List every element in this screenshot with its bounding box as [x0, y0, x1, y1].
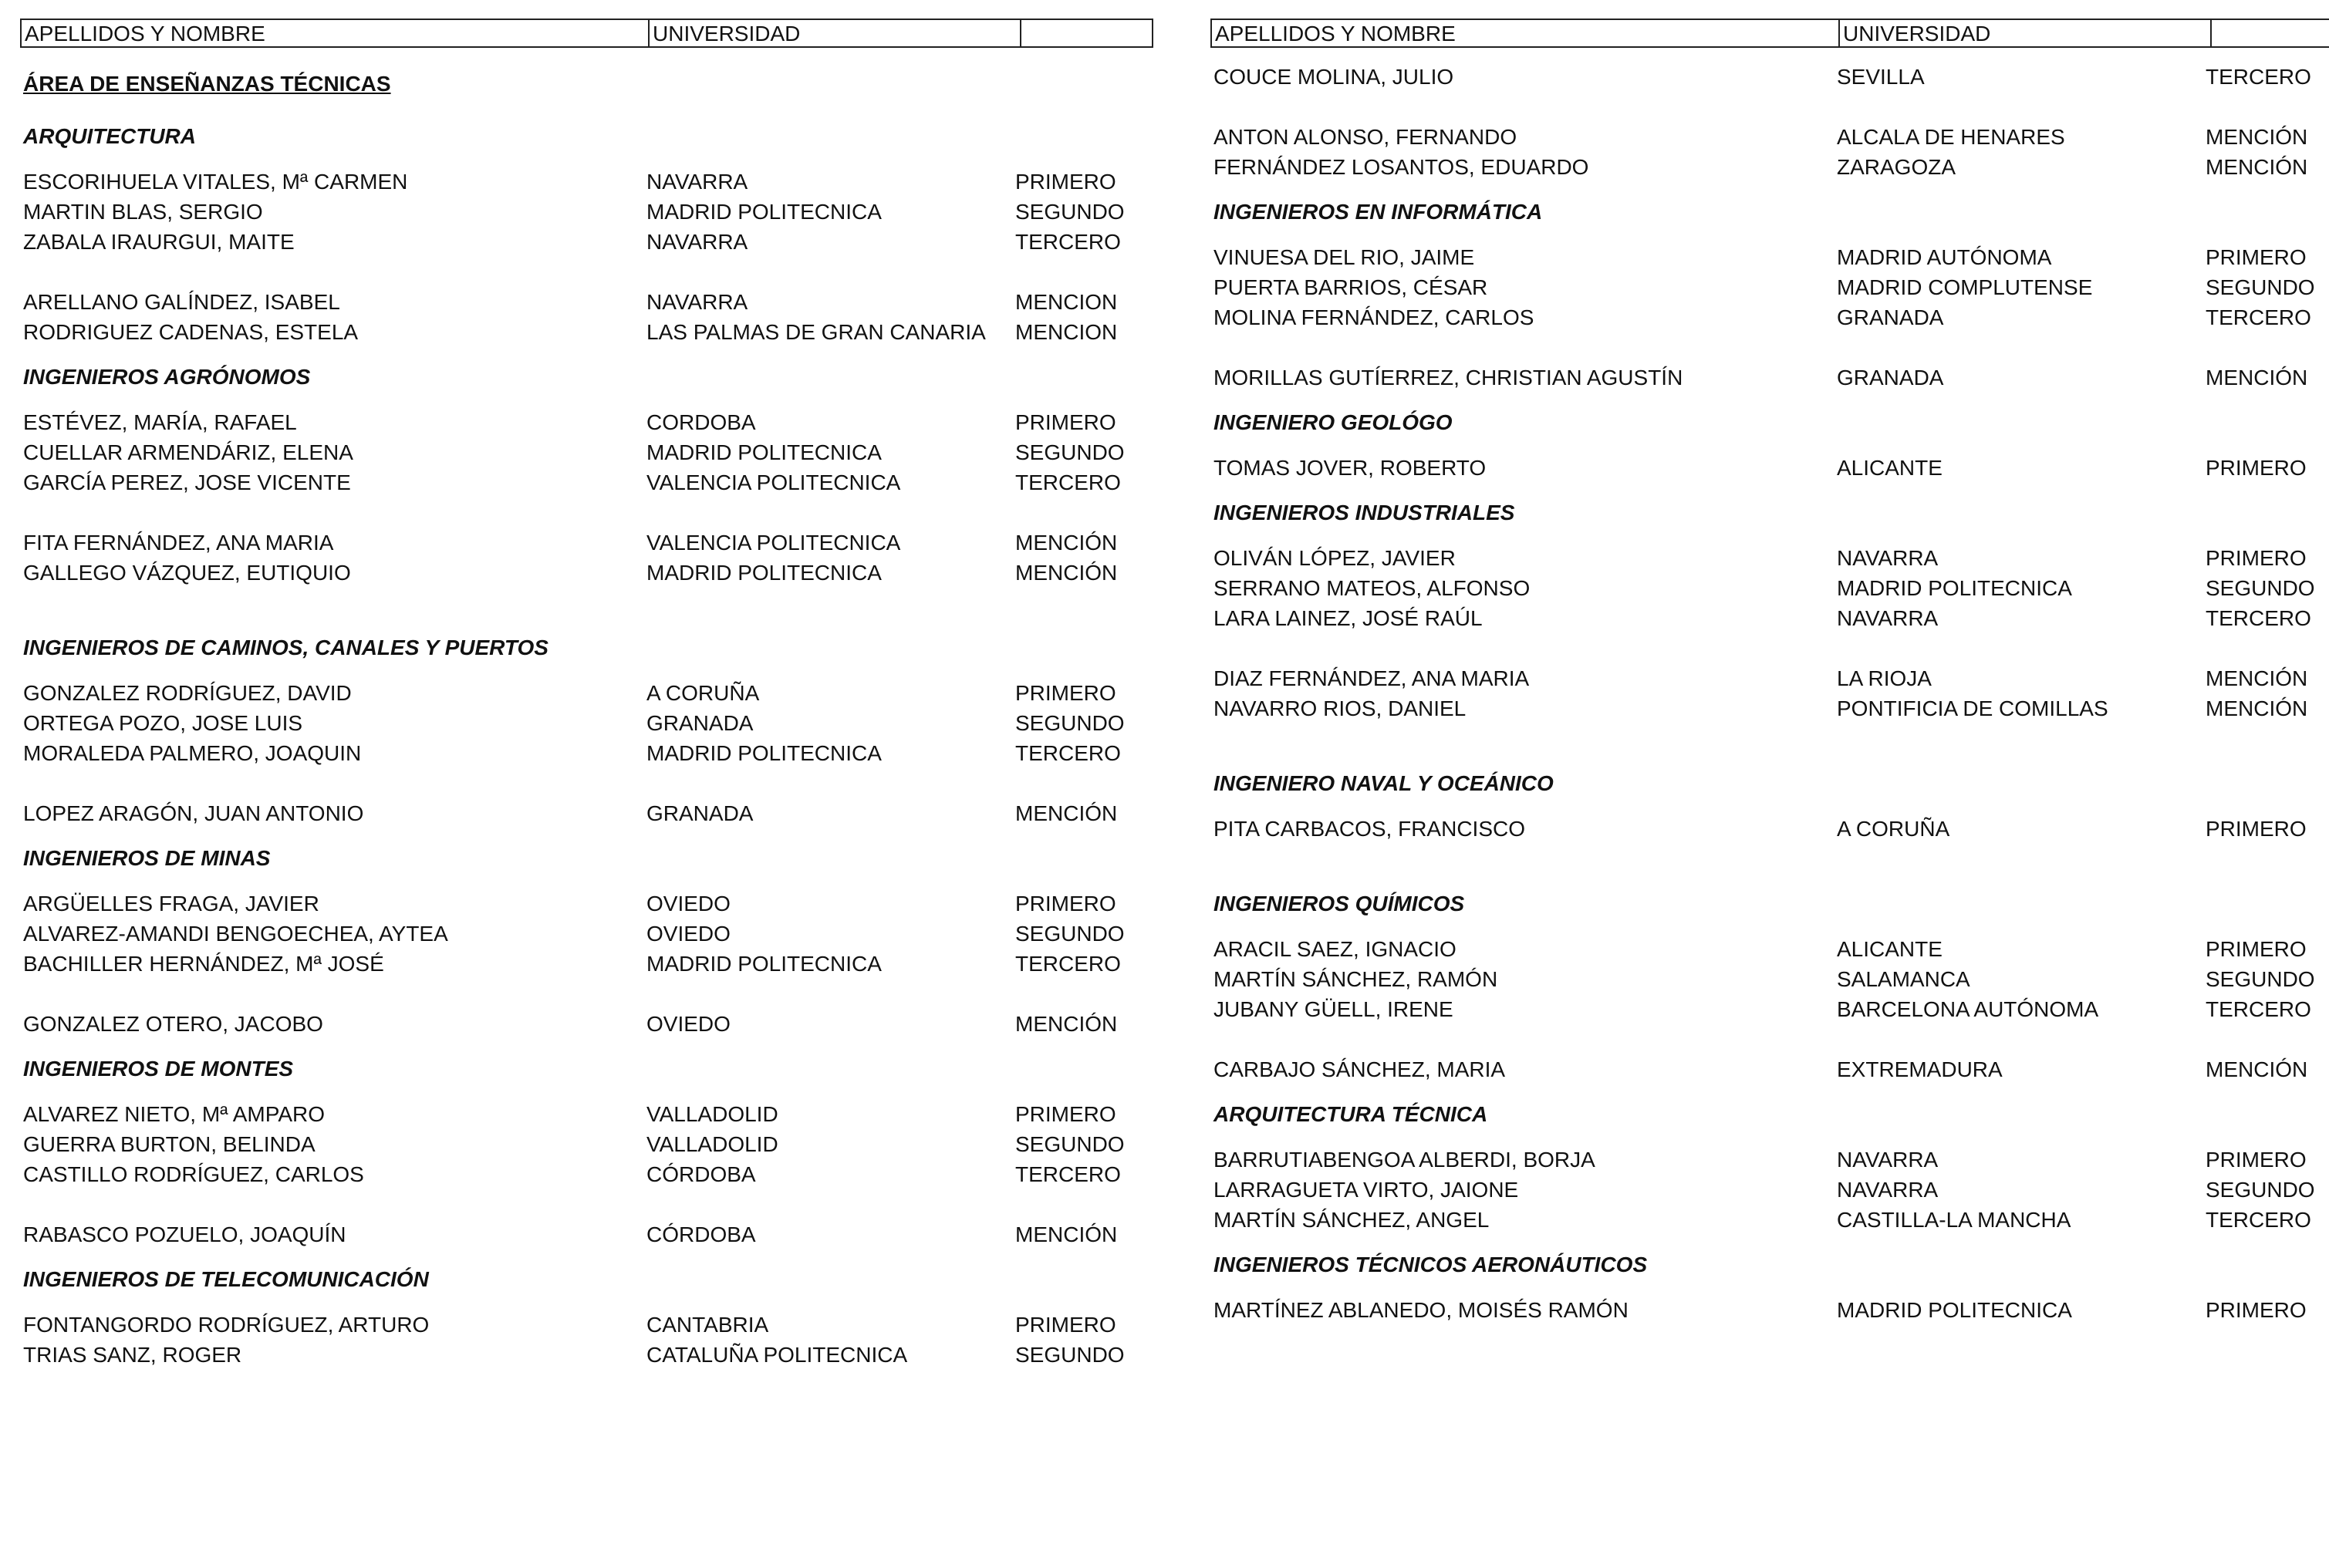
rank: TERCERO	[2206, 606, 2311, 630]
table-row	[20, 1340, 1153, 1370]
section-title: ARQUITECTURA	[23, 124, 196, 148]
student-name: LARA LAINEZ, JOSÉ RAÚL	[1213, 606, 1483, 630]
table-row	[1210, 272, 2329, 302]
university: ZARAGOZA	[1837, 155, 1956, 179]
university: VALLADOLID	[646, 1102, 778, 1126]
university: MADRID POLITECNICA	[646, 200, 882, 224]
student-name: MOLINA FERNÁNDEZ, CARLOS	[1213, 305, 1534, 329]
university: CANTABRIA	[646, 1313, 769, 1337]
rank: TERCERO	[1015, 230, 1121, 254]
university: BARCELONA AUTÓNOMA	[1837, 997, 2099, 1021]
rank: TERCERO	[2206, 65, 2311, 89]
rank: TERCERO	[2206, 305, 2311, 329]
spacer	[1210, 723, 2329, 754]
university: VALLADOLID	[646, 1132, 778, 1156]
table-row	[1210, 663, 2329, 693]
university: EXTREMADURA	[1837, 1057, 2003, 1081]
university: NAVARRA	[1837, 546, 1939, 570]
university: SALAMANCA	[1837, 967, 1970, 991]
table-row	[1210, 573, 2329, 603]
rank: PRIMERO	[1015, 1313, 1116, 1337]
spacer	[20, 497, 1153, 528]
spacer	[1210, 633, 2329, 663]
spacer	[20, 768, 1153, 798]
student-name: TRIAS SANZ, ROGER	[23, 1343, 242, 1367]
student-name: PUERTA BARRIOS, CÉSAR	[1213, 275, 1488, 299]
table-row	[20, 437, 1153, 467]
rank: MENCIÓN	[1015, 801, 1118, 825]
rank: TERCERO	[2206, 997, 2311, 1021]
section-title: INGENIEROS TÉCNICOS AERONÁUTICOS	[1213, 1253, 1648, 1276]
student-name: VINUESA DEL RIO, JAIME	[1213, 245, 1475, 269]
section-title: INGENIEROS QUÍMICOS	[1213, 892, 1465, 916]
university: MADRID POLITECNICA	[646, 561, 882, 585]
left-page	[15, 0, 1153, 1568]
rank: SEGUNDO	[1015, 711, 1125, 735]
rank: TERCERO	[1015, 470, 1121, 494]
table-row	[1210, 1145, 2329, 1175]
university: OVIEDO	[646, 922, 731, 946]
rank: SEGUNDO	[1015, 1132, 1125, 1156]
section-title: INGENIEROS DE CAMINOS, CANALES Y PUERTOS	[23, 636, 548, 659]
rank: SEGUNDO	[2206, 576, 2315, 600]
student-name: JUBANY GÜELL, IRENE	[1213, 997, 1453, 1021]
university: LAS PALMAS DE GRAN CANARIA	[646, 320, 986, 344]
university: GRANADA	[646, 801, 754, 825]
rank: MENCIÓN	[2206, 1057, 2308, 1081]
header-name: APELLIDOS Y NOMBRE	[1212, 20, 1840, 46]
student-name: BARRUTIABENGOA ALBERDI, BORJA	[1213, 1148, 1595, 1172]
table-header	[1210, 19, 2329, 48]
rank: MENCION	[1015, 290, 1118, 314]
university: CORDOBA	[646, 410, 756, 434]
rank: PRIMERO	[2206, 546, 2307, 570]
university: CATALUÑA POLITECNICA	[646, 1343, 908, 1367]
rank: PRIMERO	[2206, 1148, 2307, 1172]
student-name: GONZALEZ RODRÍGUEZ, DAVID	[23, 681, 352, 705]
university: MADRID POLITECNICA	[1837, 576, 2072, 600]
rank: SEGUNDO	[1015, 440, 1125, 464]
header-university: UNIVERSIDAD	[1840, 20, 2212, 46]
spacer	[20, 588, 1153, 618]
rank: MENCIÓN	[2206, 696, 2308, 720]
section-title: INGENIEROS AGRÓNOMOS	[23, 365, 311, 389]
student-name: ESTÉVEZ, MARÍA, RAFAEL	[23, 410, 297, 434]
rank: TERCERO	[2206, 1208, 2311, 1232]
table-row	[20, 1129, 1153, 1159]
rank: PRIMERO	[2206, 937, 2307, 961]
rank: SEGUNDO	[2206, 967, 2315, 991]
right-page	[1206, 0, 2329, 1568]
university: PONTIFICIA DE COMILLAS	[1837, 696, 2108, 720]
student-name: ALVAREZ-AMANDI BENGOECHEA, AYTEA	[23, 922, 448, 946]
rank: PRIMERO	[2206, 1298, 2307, 1322]
table-row	[1210, 964, 2329, 994]
student-name: ARGÜELLES FRAGA, JAVIER	[23, 892, 319, 916]
student-name: DIAZ FERNÁNDEZ, ANA MARIA	[1213, 666, 1530, 690]
student-name: GUERRA BURTON, BELINDA	[23, 1132, 316, 1156]
table-row	[20, 167, 1153, 197]
table-header	[20, 19, 1153, 48]
university: NAVARRA	[1837, 1178, 1939, 1202]
student-name: FERNÁNDEZ LOSANTOS, EDUARDO	[1213, 155, 1589, 179]
table-row	[20, 227, 1153, 257]
student-name: CUELLAR ARMENDÁRIZ, ELENA	[23, 440, 353, 464]
rank: PRIMERO	[2206, 817, 2307, 841]
student-name: ZABALA IRAURGUI, MAITE	[23, 230, 295, 254]
university: CÓRDOBA	[646, 1222, 756, 1246]
student-name: MARTIN BLAS, SERGIO	[23, 200, 263, 224]
university: NAVARRA	[646, 170, 748, 194]
table-row	[20, 317, 1153, 347]
rank: SEGUNDO	[1015, 922, 1125, 946]
university: NAVARRA	[646, 290, 748, 314]
left-body	[20, 62, 1153, 1370]
table-row	[20, 949, 1153, 979]
header-rank	[1021, 20, 1152, 46]
table-row	[1210, 603, 2329, 633]
student-name: GALLEGO VÁZQUEZ, EUTIQUIO	[23, 561, 351, 585]
table-row	[20, 1009, 1153, 1039]
section-title: INGENIERO NAVAL Y OCEÁNICO	[1213, 771, 1554, 795]
rank: PRIMERO	[1015, 681, 1116, 705]
student-name: FITA FERNÁNDEZ, ANA MARIA	[23, 531, 334, 555]
table-row	[20, 197, 1153, 227]
rank: PRIMERO	[1015, 170, 1116, 194]
table-row	[1210, 62, 2329, 92]
student-name: NAVARRO RIOS, DANIEL	[1213, 696, 1467, 720]
student-name: LARRAGUETA VIRTO, JAIONE	[1213, 1178, 1519, 1202]
university: VALENCIA POLITECNICA	[646, 470, 901, 494]
table-row	[20, 1159, 1153, 1189]
table-row	[20, 1099, 1153, 1129]
table-row	[20, 287, 1153, 317]
student-name: ESCORIHUELA VITALES, Mª CARMEN	[23, 170, 408, 194]
section-title: INGENIEROS DE MONTES	[23, 1057, 294, 1081]
section-title: INGENIEROS DE TELECOMUNICACIÓN	[23, 1267, 429, 1291]
student-name: GONZALEZ OTERO, JACOBO	[23, 1012, 323, 1036]
table-row	[20, 738, 1153, 768]
header-university: UNIVERSIDAD	[650, 20, 1021, 46]
spacer	[1210, 92, 2329, 122]
university: NAVARRA	[1837, 1148, 1939, 1172]
rank: MENCIÓN	[1015, 561, 1118, 585]
university: MADRID POLITECNICA	[646, 952, 882, 976]
student-name: RABASCO POZUELO, JOAQUÍN	[23, 1222, 346, 1246]
table-row	[20, 708, 1153, 738]
rank: PRIMERO	[2206, 456, 2307, 480]
rank: SEGUNDO	[2206, 275, 2315, 299]
student-name: CARBAJO SÁNCHEZ, MARIA	[1213, 1057, 1506, 1081]
university: MADRID POLITECNICA	[1837, 1298, 2072, 1322]
student-name: COUCE MOLINA, JULIO	[1213, 65, 1454, 89]
student-name: OLIVÁN LÓPEZ, JAVIER	[1213, 546, 1456, 570]
header-rank	[2212, 20, 2329, 46]
university: NAVARRA	[646, 230, 748, 254]
header-name: APELLIDOS Y NOMBRE	[22, 20, 650, 46]
spacer	[1210, 332, 2329, 362]
university: CASTILLA-LA MANCHA	[1837, 1208, 2071, 1232]
rank: MENCIÓN	[2206, 155, 2308, 179]
table-row	[1210, 1205, 2329, 1235]
rank: MENCIÓN	[1015, 1012, 1118, 1036]
section-title: INGENIEROS DE MINAS	[23, 846, 271, 870]
table-row	[20, 467, 1153, 497]
rank: TERCERO	[1015, 1162, 1121, 1186]
table-row	[1210, 1175, 2329, 1205]
rank: MENCIÓN	[1015, 1222, 1118, 1246]
right-body	[1210, 62, 2329, 1325]
university: A CORUÑA	[646, 681, 760, 705]
spacer	[1210, 1024, 2329, 1054]
table-row	[20, 919, 1153, 949]
university: GRANADA	[1837, 366, 1944, 389]
university: A CORUÑA	[1837, 817, 1950, 841]
university: GRANADA	[1837, 305, 1944, 329]
student-name: ORTEGA POZO, JOSE LUIS	[23, 711, 303, 735]
student-name: RODRIGUEZ CADENAS, ESTELA	[23, 320, 359, 344]
section-title: INGENIERO GEOLÓGO	[1213, 410, 1453, 434]
university: OVIEDO	[646, 892, 731, 916]
area-title: ÁREA DE ENSEÑANZAS TÉCNICAS	[23, 72, 391, 96]
table-row	[1210, 1295, 2329, 1325]
student-name: MARTÍNEZ ABLANEDO, MOISÉS RAMÓN	[1213, 1298, 1629, 1322]
student-name: SERRANO MATEOS, ALFONSO	[1213, 576, 1531, 600]
student-name: MARTÍN SÁNCHEZ, ANGEL	[1213, 1208, 1490, 1232]
spacer	[1210, 844, 2329, 874]
student-name: FONTANGORDO RODRÍGUEZ, ARTURO	[23, 1313, 430, 1337]
rank: SEGUNDO	[1015, 200, 1125, 224]
university: ALICANTE	[1837, 456, 1943, 480]
spacer	[20, 979, 1153, 1009]
spacer	[20, 1189, 1153, 1219]
student-name: ARELLANO GALÍNDEZ, ISABEL	[23, 290, 340, 314]
university: GRANADA	[646, 711, 754, 735]
table-row	[20, 528, 1153, 558]
table-row	[20, 678, 1153, 708]
rank: MENCION	[1015, 320, 1118, 344]
student-name: TOMAS JOVER, ROBERTO	[1213, 456, 1487, 480]
table-row	[1210, 934, 2329, 964]
rank: PRIMERO	[1015, 410, 1116, 434]
university: SEVILLA	[1837, 65, 1925, 89]
spacer	[20, 257, 1153, 287]
rank: PRIMERO	[1015, 892, 1116, 916]
student-name: MORALEDA PALMERO, JOAQUIN	[23, 741, 362, 765]
table-row	[1210, 152, 2329, 182]
student-name: MORILLAS GUTÍERREZ, CHRISTIAN AGUSTÍN	[1213, 366, 1683, 389]
rank: MENCIÓN	[2206, 125, 2308, 149]
rank: PRIMERO	[2206, 245, 2307, 269]
student-name: LOPEZ ARAGÓN, JUAN ANTONIO	[23, 801, 364, 825]
university: MADRID AUTÓNOMA	[1837, 245, 2052, 269]
student-name: MARTÍN SÁNCHEZ, RAMÓN	[1213, 967, 1498, 991]
table-row	[1210, 814, 2329, 844]
rank: PRIMERO	[1015, 1102, 1116, 1126]
rank: MENCIÓN	[2206, 366, 2308, 389]
university: ALICANTE	[1837, 937, 1943, 961]
rank: SEGUNDO	[1015, 1343, 1125, 1367]
rank: MENCIÓN	[2206, 666, 2308, 690]
university: LA RIOJA	[1837, 666, 1932, 690]
table-row	[20, 407, 1153, 437]
table-row	[20, 1219, 1153, 1249]
table-row	[20, 798, 1153, 828]
student-name: CASTILLO RODRÍGUEZ, CARLOS	[23, 1162, 364, 1186]
table-row	[1210, 453, 2329, 483]
table-row	[1210, 693, 2329, 723]
table-row	[1210, 122, 2329, 152]
student-name: GARCÍA PEREZ, JOSE VICENTE	[23, 470, 351, 494]
table-row	[1210, 1054, 2329, 1084]
student-name: ANTON ALONSO, FERNANDO	[1213, 125, 1517, 149]
university: OVIEDO	[646, 1012, 731, 1036]
student-name: BACHILLER HERNÁNDEZ, Mª JOSÉ	[23, 952, 384, 976]
university: MADRID POLITECNICA	[646, 741, 882, 765]
rank: MENCIÓN	[1015, 531, 1118, 555]
rank: TERCERO	[1015, 952, 1121, 976]
student-name: PITA CARBACOS, FRANCISCO	[1213, 817, 1525, 841]
table-row	[1210, 994, 2329, 1024]
university: CÓRDOBA	[646, 1162, 756, 1186]
table-row	[1210, 302, 2329, 332]
rank: SEGUNDO	[2206, 1178, 2315, 1202]
university: NAVARRA	[1837, 606, 1939, 630]
university: VALENCIA POLITECNICA	[646, 531, 901, 555]
section-title: ARQUITECTURA TÉCNICA	[1213, 1102, 1488, 1126]
student-name: ARACIL SAEZ, IGNACIO	[1213, 937, 1456, 961]
university: ALCALA DE HENARES	[1837, 125, 2065, 149]
section-title: INGENIEROS INDUSTRIALES	[1213, 501, 1515, 524]
table-row	[20, 889, 1153, 919]
section-title: INGENIEROS EN INFORMÁTICA	[1213, 200, 1543, 224]
table-row	[1210, 543, 2329, 573]
rank: TERCERO	[1015, 741, 1121, 765]
table-row	[1210, 362, 2329, 393]
table-row	[1210, 242, 2329, 272]
table-row	[20, 1310, 1153, 1340]
student-name: ALVAREZ NIETO, Mª AMPARO	[23, 1102, 326, 1126]
university: MADRID POLITECNICA	[646, 440, 882, 464]
table-row	[20, 558, 1153, 588]
university: MADRID COMPLUTENSE	[1837, 275, 2093, 299]
